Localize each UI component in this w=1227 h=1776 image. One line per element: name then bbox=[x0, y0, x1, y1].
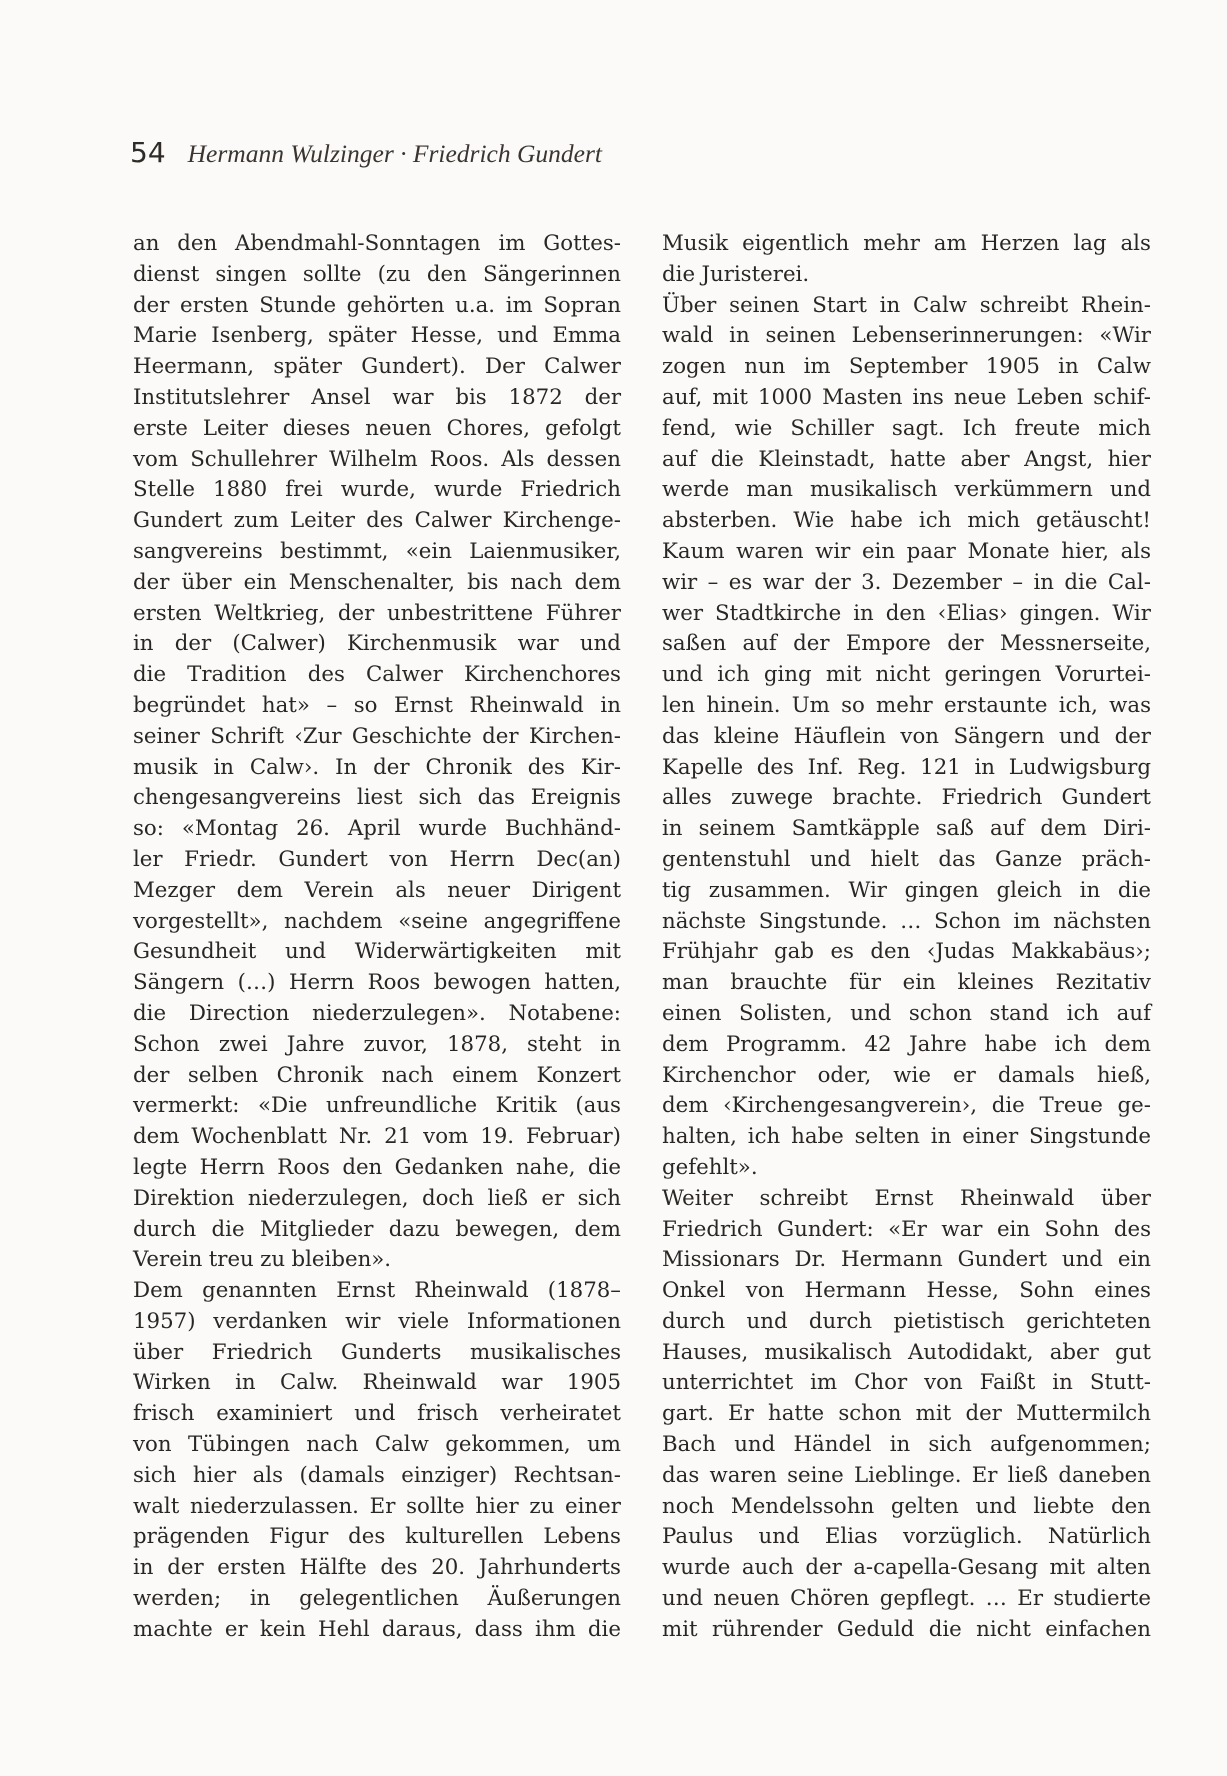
text-line: das waren seine Lieblinge. Er ließ daneben bbox=[662, 1462, 1151, 1488]
text-line: und neuen Chören gepflegt. … Er studierte bbox=[662, 1586, 1151, 1612]
text-line: tig zusammen. Wir gingen gleich in die bbox=[662, 877, 1151, 903]
text-line: über Friedrich Gunderts musikalisches bbox=[133, 1339, 621, 1365]
text-line: werde man musikalisch verkümmern und bbox=[662, 477, 1151, 503]
text-line: in seinem Samtkäpple saß auf dem Diri- bbox=[662, 816, 1151, 842]
text-line: Musik eigentlich mehr am Herzen lag als bbox=[662, 231, 1151, 256]
text-line: Mezger dem Verein als neuer Dirigent bbox=[133, 877, 621, 903]
running-title: Hermann Wulzinger · Friedrich Gundert bbox=[187, 139, 602, 168]
text-line: chengesangvereins liest sich das Ereignis bbox=[133, 785, 621, 811]
running-head bbox=[130, 136, 602, 176]
text-line: zogen nun im September 1905 in Calw bbox=[662, 354, 1151, 380]
text-line: Stelle 1880 frei wurde, wurde Friedrich bbox=[133, 477, 621, 503]
text-line: Institutslehrer Ansel war bis 1872 der bbox=[133, 384, 621, 410]
text-line: durch und durch pietistisch gerichteten bbox=[662, 1308, 1151, 1334]
text-line: und ich ging mit nicht geringen Vorurtei- bbox=[662, 662, 1151, 688]
text-line: Schon zwei Jahre zuvor, 1878, steht in bbox=[133, 1031, 621, 1057]
text-line: dem ‹Kirchengesangverein›, die Treue ge- bbox=[662, 1093, 1151, 1119]
text-line: saßen auf der Empore der Messnerseite, bbox=[662, 631, 1151, 657]
text-line: len hinein. Um so mehr erstaunte ich, was bbox=[662, 692, 1151, 718]
text-line: man brauchte für ein kleines Rezitativ bbox=[662, 970, 1151, 996]
text-line: Missionars Dr. Hermann Gundert und ein bbox=[662, 1247, 1151, 1273]
text-line: gart. Er hatte schon mit der Muttermilch bbox=[662, 1401, 1151, 1427]
text-line: auf die Kleinstadt, hatte aber Angst, hier bbox=[662, 446, 1151, 472]
text-line: das kleine Häuflein von Sängern und der bbox=[662, 723, 1151, 749]
text-line: erste Leiter dieses neuen Chores, gefolgt bbox=[133, 415, 621, 441]
text-line: begründet hat» – so Ernst Rheinwald in bbox=[133, 692, 621, 718]
text-line: Gesundheit und Widerwärtigkeiten mit bbox=[133, 939, 621, 965]
text-line: Heermann, später Gundert). Der Calwer bbox=[133, 354, 621, 380]
text-line: einen Solisten, und schon stand ich auf bbox=[662, 1000, 1151, 1026]
text-line: frisch examiniert und frisch verheiratet bbox=[133, 1401, 621, 1427]
text-line: Hauses, musikalisch Autodidakt, aber gut bbox=[662, 1339, 1151, 1365]
text-line: werden; in gelegentlichen Äußerungen bbox=[133, 1586, 621, 1612]
text-line: nächste Singstunde. … Schon im nächsten bbox=[662, 908, 1151, 934]
text-column-right bbox=[662, 229, 1151, 1646]
text-line: Direktion niederzulegen, doch ließ er sich bbox=[133, 1185, 621, 1211]
text-line: Über seinen Start in Calw schreibt Rhein- bbox=[662, 292, 1151, 318]
text-line: Sängern (…) Herrn Roos bewogen hatten, bbox=[133, 970, 621, 996]
text-line: in der (Calwer) Kirchenmusik war und bbox=[133, 631, 621, 657]
text-line: Weiter schreibt Ernst Rheinwald über bbox=[662, 1185, 1151, 1211]
text-line: Marie Isenberg, später Hesse, und Emma bbox=[133, 323, 621, 349]
text-line: von Tübingen nach Calw gekommen, um bbox=[133, 1432, 621, 1458]
text-line: ersten Weltkrieg, der unbestrittene Führer bbox=[133, 600, 621, 626]
text-line: Kaum waren wir ein paar Monate hier, als bbox=[662, 538, 1151, 564]
text-line: vermerkt: «Die unfreundliche Kritik (aus bbox=[133, 1093, 621, 1119]
text-line: an den Abendmahl-Sonntagen im Gottes- bbox=[133, 231, 621, 256]
text-line: Paulus und Elias vorzüglich. Natürlich bbox=[662, 1524, 1151, 1550]
text-line: unterrichtet im Chor von Faißt in Stutt- bbox=[662, 1370, 1151, 1396]
text-line: vorgestellt», nachdem «seine angegriffene bbox=[133, 908, 621, 934]
text-line: sich hier als (damals einziger) Rechtsan- bbox=[133, 1462, 621, 1488]
text-line: die Direction niederzulegen». Notabene: bbox=[133, 1000, 621, 1026]
text-line: absterben. Wie habe ich mich getäuscht! bbox=[662, 508, 1151, 534]
text-line: dem Wochenblatt Nr. 21 vom 19. Februar) bbox=[133, 1124, 621, 1150]
text-line: gentenstuhl und hielt das Ganze präch- bbox=[662, 846, 1151, 872]
text-line: sangvereins bestimmt, «ein Laienmusiker, bbox=[133, 538, 621, 564]
text-line: Frühjahr gab es den ‹Judas Makkabäus›; bbox=[662, 939, 1151, 965]
text-line: legte Herrn Roos den Gedanken nahe, die bbox=[133, 1154, 621, 1180]
text-line: wer Stadtkirche in den ‹Elias› gingen. Wir bbox=[662, 600, 1151, 626]
text-line: Dem genannten Ernst Rheinwald (1878– bbox=[133, 1278, 621, 1304]
text-line: Friedrich Gundert: «Er war ein Sohn des bbox=[662, 1216, 1151, 1242]
text-line: wir – es war der 3. Dezember – in die Cal- bbox=[662, 569, 1151, 595]
text-line: ler Friedr. Gundert von Herrn Dec(an) bbox=[133, 846, 621, 872]
text-line: prägenden Figur des kulturellen Lebens bbox=[133, 1524, 621, 1550]
text-line: machte er kein Hehl daraus, dass ihm die bbox=[133, 1616, 621, 1642]
text-line: gefehlt». bbox=[662, 1154, 758, 1180]
text-line: vom Schullehrer Wilhelm Roos. Als dessen bbox=[133, 446, 621, 472]
text-line: fend, wie Schiller sagt. Ich freute mich bbox=[662, 415, 1151, 441]
text-line: walt niederzulassen. Er sollte hier zu einer bbox=[133, 1493, 621, 1519]
text-line: wurde auch der a-capella-Gesang mit alten bbox=[662, 1555, 1151, 1581]
text-line: wald in seinen Lebenserinnerungen: «Wir bbox=[662, 323, 1151, 349]
text-line: in der ersten Hälfte des 20. Jahrhunderts bbox=[133, 1555, 621, 1581]
text-line: so: «Montag 26. April wurde Buchhänd- bbox=[133, 816, 621, 842]
text-line: Verein treu zu bleiben». bbox=[133, 1247, 392, 1273]
text-line: alles zuwege brachte. Friedrich Gundert bbox=[662, 785, 1151, 811]
text-line: die Tradition des Calwer Kirchenchores bbox=[133, 662, 621, 688]
text-line: durch die Mitglieder dazu bewegen, dem bbox=[133, 1216, 621, 1242]
text-line: Bach und Händel in sich aufgenommen; bbox=[662, 1432, 1151, 1458]
text-line: Onkel von Hermann Hesse, Sohn eines bbox=[662, 1278, 1151, 1304]
text-line: Gundert zum Leiter des Calwer Kirchenge- bbox=[133, 508, 621, 534]
text-line: halten, ich habe selten in einer Singstunde bbox=[662, 1124, 1151, 1150]
text-line: 1957) verdanken wir viele Informationen bbox=[133, 1308, 621, 1334]
text-line: dienst singen sollte (zu den Sängerinnen bbox=[133, 261, 621, 287]
text-line: seiner Schrift ‹Zur Geschichte der Kirchen- bbox=[133, 723, 621, 749]
text-line: noch Mendelssohn gelten und liebte den bbox=[662, 1493, 1151, 1519]
text-line: dem Programm. 42 Jahre habe ich dem bbox=[662, 1031, 1151, 1057]
text-line: Wirken in Calw. Rheinwald war 1905 bbox=[133, 1370, 621, 1396]
page-number: 54 bbox=[130, 136, 166, 169]
text-line: der über ein Menschenalter, bis nach dem bbox=[133, 569, 621, 595]
text-line: mit rührender Geduld die nicht einfachen bbox=[662, 1616, 1151, 1642]
text-line: auf, mit 1000 Masten ins neue Leben schif- bbox=[662, 384, 1151, 410]
text-line: der ersten Stunde gehörten u.a. im Sopran bbox=[133, 292, 621, 318]
text-line: Kirchenchor oder, wie er damals hieß, bbox=[662, 1062, 1151, 1088]
text-line: die Juristerei. bbox=[662, 261, 810, 287]
text-line: musik in Calw›. In der Chronik des Kir- bbox=[133, 754, 621, 780]
text-column-left bbox=[133, 229, 621, 1646]
text-line: Kapelle des Inf. Reg. 121 in Ludwigsburg bbox=[662, 754, 1151, 780]
text-line: der selben Chronik nach einem Konzert bbox=[133, 1062, 621, 1088]
